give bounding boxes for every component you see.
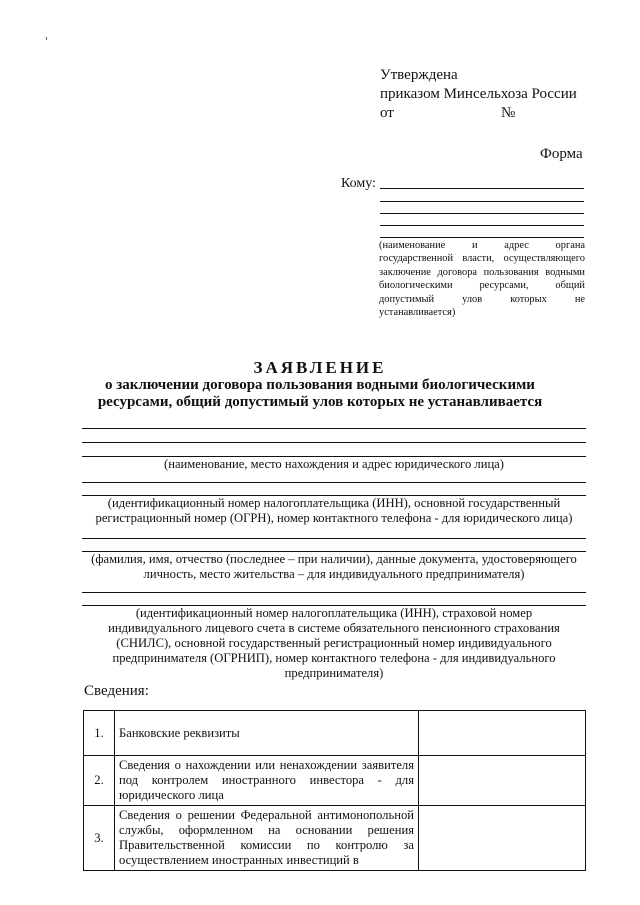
- row-number: 3.: [84, 806, 115, 871]
- recipient-note-line: устанавливается): [379, 307, 456, 319]
- table-row: [84, 711, 586, 756]
- recipient-line-1[interactable]: [380, 188, 584, 189]
- info-heading: Сведения:: [84, 683, 149, 699]
- ip-ids-caption: [82, 606, 586, 681]
- legal-ids-caption-line: (идентификационный номер налогоплательщика (ИНН), основной государственный: [107, 496, 561, 510]
- table-row: [84, 806, 586, 871]
- subtitle-line-2: ресурсами, общий допустимый улов которых не устанавливается: [97, 394, 543, 410]
- ip-name-line-1[interactable]: [82, 538, 586, 539]
- ip-ids-caption-line: предпринимателя (ОГРНИП), номер контактного телефона - для индивидуального: [112, 651, 556, 665]
- legal-ids-caption: [82, 496, 586, 526]
- approval-date-label: от: [380, 105, 394, 121]
- approval-block: [380, 66, 577, 123]
- ip-name-caption-line: личность, место жительства – для индивидуального предпринимателя): [143, 567, 525, 581]
- legal-ids-line-1[interactable]: [82, 482, 586, 483]
- legal-ids-caption-line: регистрационный номер (ОГРН), номер контактного телефона - для юридического лица): [95, 511, 573, 525]
- recipient-note-line: (наименование и адрес органа: [379, 240, 585, 251]
- ip-ids-caption-line: предпринимателя): [284, 666, 384, 680]
- recipient-line-5[interactable]: [380, 237, 584, 238]
- recipient-line-2[interactable]: [380, 201, 584, 202]
- document-title: ЗАЯВЛЕНИЕ: [253, 358, 387, 377]
- recipient-line-3[interactable]: [380, 213, 584, 214]
- info-table: [83, 710, 586, 871]
- row-description: Банковские реквизиты: [115, 711, 419, 756]
- row-value-cell[interactable]: [419, 711, 586, 756]
- recipient-note-line: государственной власти, осуществляющего: [379, 253, 585, 265]
- ip-name-caption-line: (фамилия, имя, отчество (последнее – при наличии), данные документа, удостоверяющего: [91, 552, 577, 566]
- ip-ids-caption-line: индивидуального лицевого счета в системе обязательного пенсионного страхования: [108, 621, 560, 635]
- legal-name-line-1[interactable]: [82, 428, 586, 429]
- recipient-note: [379, 239, 585, 319]
- legal-name-line-2[interactable]: [82, 442, 586, 443]
- recipient-line-4[interactable]: [380, 225, 584, 226]
- legal-name-caption: (наименование, место нахождения и адрес юридического лица): [164, 457, 504, 471]
- row-value-cell[interactable]: [419, 756, 586, 806]
- approval-line-1: Утверждена: [380, 67, 458, 83]
- approval-line-2: приказом Минсельхоза России: [380, 86, 577, 102]
- row-number: 1.: [84, 711, 115, 756]
- ip-name-caption: [76, 552, 592, 582]
- scan-mark: [46, 37, 47, 40]
- row-number: 2.: [84, 756, 115, 806]
- approval-number-label: №: [501, 105, 516, 121]
- recipient-note-line: заключение договора пользования водными: [379, 266, 585, 278]
- form-label: Форма: [540, 146, 583, 162]
- row-value-cell[interactable]: [419, 806, 586, 871]
- subtitle-line-1: о заключении договора пользования водными биологическими: [105, 377, 535, 393]
- recipient-note-line: допустимый улов которых не: [379, 293, 585, 305]
- ip-ids-line-1[interactable]: [82, 592, 586, 593]
- table-row: [84, 756, 586, 806]
- row-description: Сведения о нахождении или ненахождении заявителя под контролем иностранного инвестора - для юридического лица: [115, 756, 419, 806]
- ip-ids-caption-line: (СНИЛС), основной государственный регистрационный номер индивидуального: [116, 636, 552, 650]
- recipient-label: Кому:: [341, 176, 376, 191]
- ip-ids-caption-line: (идентификационный номер налогоплательщика (ИНН), страховой номер: [135, 606, 533, 620]
- document-subtitle: [50, 377, 590, 411]
- recipient-note-line: биологическими ресурсами, общий: [379, 280, 585, 292]
- row-description: Сведения о решении Федеральной антимонопольной службы, оформленном на основании решения Правительственной комиссии по контролю за осуществлением иностранных инвестиций в: [115, 806, 419, 871]
- approval-date-number-row: [380, 104, 577, 123]
